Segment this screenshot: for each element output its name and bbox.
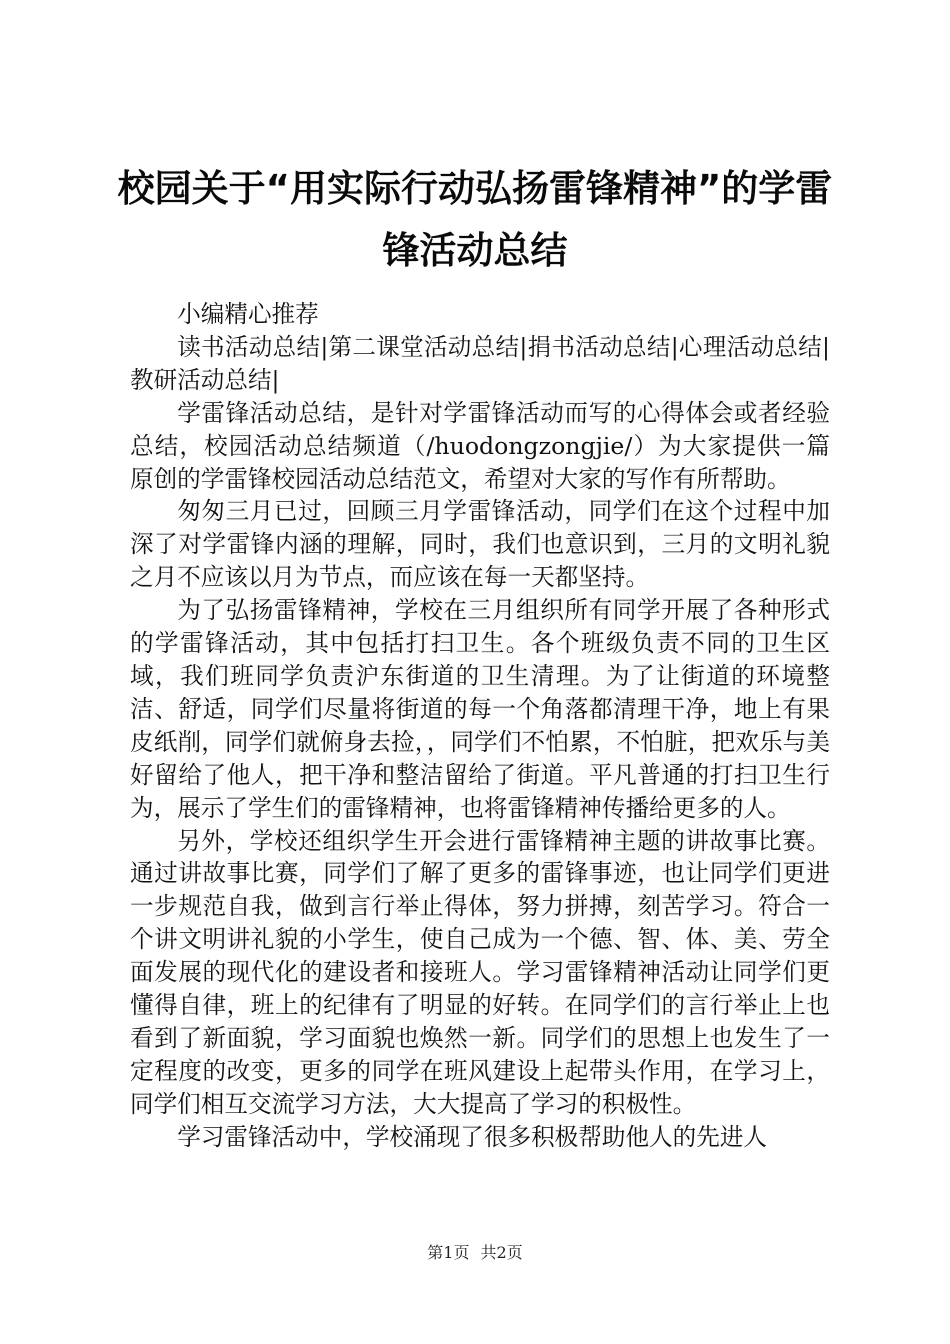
page-number: 第1页 (427, 1243, 470, 1262)
page-total: 共2页 (480, 1243, 523, 1262)
page-footer (0, 1242, 950, 1264)
body-paragraph: 学雷锋活动总结，是针对学雷锋活动而写的心得体会或者经验总结，校园活动总结频道（/huodongzongjie/）为大家提供一篇原创的学雷锋校园活动总结范文，希望对大家的写作有所帮助。 (130, 398, 830, 493)
body-paragraph: 读书活动总结|第二课堂活动总结|捐书活动总结|心理活动总结|教研活动总结| (130, 332, 830, 394)
body-paragraph: 另外，学校还组织学生开会进行雷锋精神主题的讲故事比赛。通过讲故事比赛，同学们了解了更多的雷锋事迹，也让同学们更进一步规范自我，做到言行举止得体，努力拼搏，刻苦学习。符合一个讲文明讲礼貌的小学生，使自己成为一个德、智、体、美、劳全面发展的现代化的建设者和接班人。学习雷锋精神活动让同学们更懂得自律，班上的纪律有了明显的好转。在同学们的言行举止上也看到了新面貌，学习面貌也焕然一新。同学们的思想上也发生了一定程度的改变，更多的同学在班风建设上起带头作用，在学习上，同学们相互交流学习方法，大大提高了学习的积极性。 (130, 826, 830, 1118)
body-paragraph: 匆匆三月已过，回顾三月学雷锋活动，同学们在这个过程中加深了对学雷锋内涵的理解，同时，我们也意识到，三月的文明礼貌之月不应该以月为节点，而应该在每一天都坚持。 (130, 497, 830, 592)
body-paragraph: 为了弘扬雷锋精神，学校在三月组织所有同学开展了各种形式的学雷锋活动，其中包括打扫卫生。各个班级负责不同的卫生区域，我们班同学负责沪东街道的卫生清理。为了让街道的环境整洁、舒适，同学们尽量将街道的每一个角落都清理干净，地上有果皮纸削，同学们就俯身去捡，，同学们不怕累，不怕脏，把欢乐与美好留给了他人，把干净和整洁留给了街道。平凡普通的打扫卫生行为，展示了学生们的雷锋精神，也将雷锋精神传播给更多的人。 (130, 596, 830, 822)
body-paragraph: 小编精心推荐 (177, 300, 319, 328)
document-body (130, 298, 830, 1154)
document-title: 校园关于“用实际行动弘扬雷锋精神”的学雷锋活动总结 (117, 167, 833, 272)
body-paragraph: 学习雷锋活动中，学校涌现了很多积极帮助他人的先进人 (177, 1122, 768, 1151)
